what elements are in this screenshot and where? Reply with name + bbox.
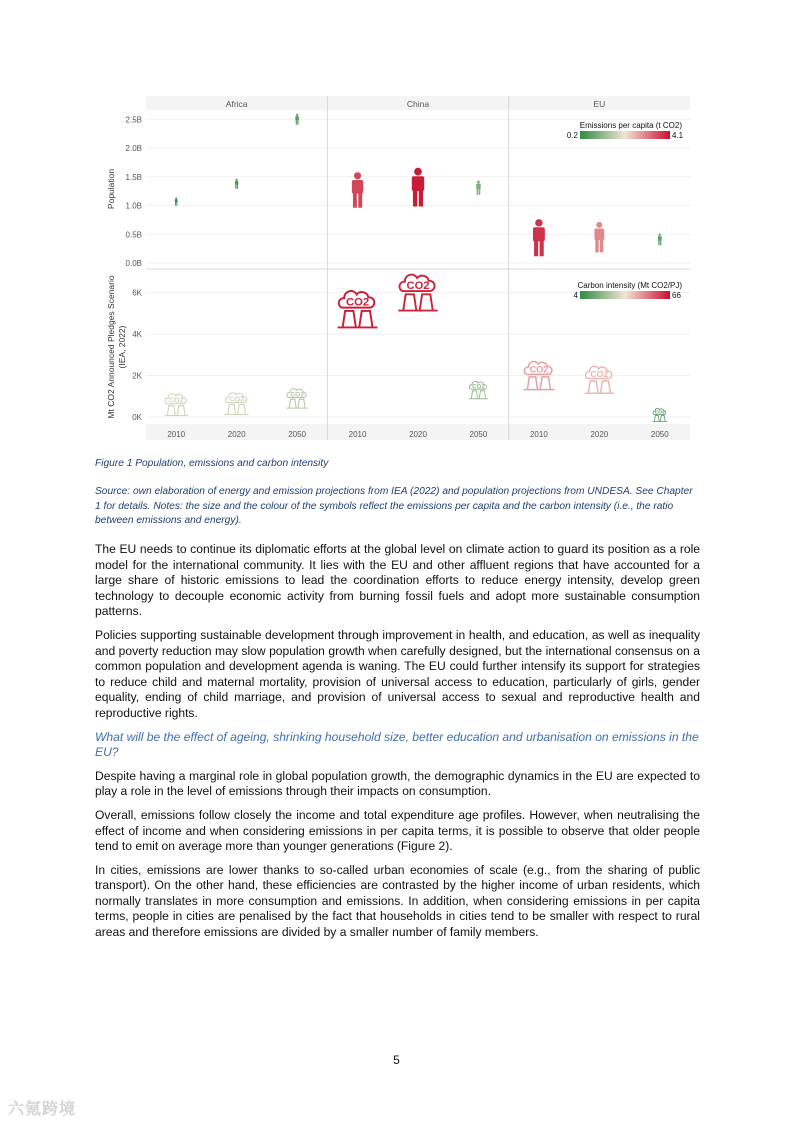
top-y-tick-label: 0.5B xyxy=(125,230,142,240)
person-leg-right xyxy=(660,240,661,245)
person-head xyxy=(414,168,422,176)
emissions-legend-gradient-bar xyxy=(580,131,670,139)
person-leg-right xyxy=(540,241,544,257)
x-tick-label: 2050 xyxy=(650,430,669,439)
x-tick-label: 2020 xyxy=(590,430,609,439)
person-leg-right xyxy=(358,193,362,208)
intensity-legend-gradient-bar xyxy=(580,291,670,299)
person-body xyxy=(533,227,545,241)
person-leg-left xyxy=(658,240,659,245)
co2-label: CO2 xyxy=(168,395,184,405)
section-question: What will be the effect of ageing, shrinking household size, better education and urbanisation on emissions in the EU? xyxy=(95,729,699,760)
figure-source-note: Source: own elaboration of energy and emission projections from IEA (2022) and population projections from UNDESA. See Chapter 1 for details. Notes: the size and the colour of the symbols reflect the emissions per capita and the carbon intensity (i.e., the ratio between emissions and energy). xyxy=(95,486,693,526)
co2-label: CO2 xyxy=(406,279,430,292)
watermark: 六氪跨境 xyxy=(8,1101,77,1118)
person-head xyxy=(296,114,298,116)
co2-label: CO2 xyxy=(229,394,245,404)
person-leg-right xyxy=(479,189,481,195)
co2-label: CO2 xyxy=(654,409,665,416)
person-leg-left xyxy=(477,189,479,195)
co2-label: CO2 xyxy=(472,383,485,391)
person-leg-left xyxy=(296,120,297,125)
top-y-tick-label: 2.5B xyxy=(125,115,142,125)
person-leg-left xyxy=(534,241,538,257)
person-body xyxy=(352,180,363,193)
person-head xyxy=(535,219,542,226)
x-tick-label: 2020 xyxy=(409,430,427,439)
paragraph-diplomatic-efforts: The EU needs to continue its diplomatic efforts at the global level on climate action to guard its position as a role model for the international community. It lies with the EU and other affluent regions that have accounted for a large share of historic emissions to lead the coordination efforts to reduce energy intensity, develop green technology to decouple economic activity from burning fossil fuels and adopt more sustainable consumption patterns. xyxy=(95,542,700,619)
body-text xyxy=(95,542,700,949)
bottom-y-tick-label: 2K xyxy=(132,371,142,381)
x-tick-label: 2010 xyxy=(167,430,186,439)
paragraph-policies: Policies supporting sustainable development through improvement in health, and education, as well as inequality and poverty reduction may slow population growth when carefully designed, but the international consensus on a common population and development agenda is waning. The EU could further intensify its support for strategies to reduce child and maternal mortality, provision of universal access to education, particularly of girls, gender equality, ending of child marriage, and provision of universal access to sexual and reproductive health and reproductive rights. xyxy=(95,627,700,720)
co2-label: CO2 xyxy=(529,364,549,375)
person-leg-right xyxy=(237,184,238,188)
facet-label-china: China xyxy=(406,99,430,109)
person-body xyxy=(412,176,424,191)
population-emissions-chart xyxy=(102,94,692,444)
x-tick-label: 2010 xyxy=(529,430,548,439)
person-leg-left xyxy=(595,240,598,253)
co2-label: CO2 xyxy=(590,368,609,379)
person-leg-right xyxy=(176,202,177,206)
figure-caption: Figure 1 Population, emissions and carbon intensity xyxy=(95,458,329,469)
intensity-legend-max-label: 66 xyxy=(672,291,681,300)
x-tick-label: 2020 xyxy=(227,430,246,439)
intensity-legend-min-label: 4 xyxy=(573,291,578,300)
person-head xyxy=(477,181,480,184)
top-y-tick-label: 0.0B xyxy=(125,259,142,268)
person-body xyxy=(658,236,662,240)
person-body xyxy=(594,229,604,241)
bottom-y-tick-label: 6K xyxy=(132,288,142,298)
bottom-y-axis-title-line2: (IEA, 2022) xyxy=(117,325,127,369)
top-y-tick-label: 1.0B xyxy=(125,201,142,211)
person-head xyxy=(236,179,238,181)
person-head xyxy=(175,197,177,199)
paragraph-demographic-dynamics: Despite having a marginal role in global population growth, the demographic dynamics in the EU are expected to play a role in the level of emissions through their impacts on consumption. xyxy=(95,768,700,799)
page-number: 5 xyxy=(393,1053,400,1067)
facet-label-africa: Africa xyxy=(225,99,248,109)
bottom-y-axis-title-line1: Mt CO2 Announced Pledges Scenario xyxy=(106,275,116,419)
bottom-y-tick-label: 0K xyxy=(132,413,142,422)
person-leg-left xyxy=(175,202,176,206)
co2-label: CO2 xyxy=(345,296,370,309)
person-body xyxy=(295,116,299,120)
top-y-tick-label: 2.0B xyxy=(125,144,142,153)
facet-label-eu: EU xyxy=(593,99,606,109)
person-head xyxy=(659,234,661,236)
person-body xyxy=(175,199,178,202)
top-y-tick-label: 1.5B xyxy=(125,172,142,182)
person-head xyxy=(596,222,602,228)
co2-label: CO2 xyxy=(290,391,305,399)
person-body xyxy=(476,184,481,189)
person-body xyxy=(235,181,238,185)
x-tick-label: 2010 xyxy=(348,430,367,439)
person-leg-left xyxy=(413,190,417,206)
emissions-legend-min-label: 0.2 xyxy=(566,131,578,140)
x-tick-label: 2050 xyxy=(469,430,488,439)
intensity-legend-title: Carbon intensity (Mt CO2/PJ) xyxy=(577,281,682,290)
x-tick-label: 2050 xyxy=(288,430,307,439)
emissions-legend-title: Emissions per capita (t CO2) xyxy=(579,121,682,130)
paragraph-age-profiles: Overall, emissions follow closely the income and total expenditure age profiles. However, when neutralising the effect of income and when considering emissions in per capita terms, it is possible to observe that older people tend to emit on average more than younger generations (Figure 2). xyxy=(95,807,700,854)
bottom-y-tick-label: 4K xyxy=(132,330,142,339)
person-leg-left xyxy=(353,193,357,208)
person-leg-right xyxy=(600,240,603,253)
emissions-legend-max-label: 4.1 xyxy=(672,131,684,140)
paragraph-cities: In cities, emissions are lower thanks to so-called urban economies of scale (e.g., from the sharing of public transport). On the other hand, these efficiencies are contrasted by the higher income of urban residents, which normally translates in more consumption and emissions. In addition, when considering emissions in per capita terms, people in cities are penalised by the fact that households in cities tend to be smaller with respect to rural areas and therefore emissions are divided by a smaller number of family members. xyxy=(95,862,700,940)
top-y-axis-title: Population xyxy=(106,168,116,210)
person-head xyxy=(354,172,361,179)
person-leg-right xyxy=(297,120,298,125)
person-leg-left xyxy=(235,184,236,188)
person-leg-right xyxy=(419,190,423,206)
